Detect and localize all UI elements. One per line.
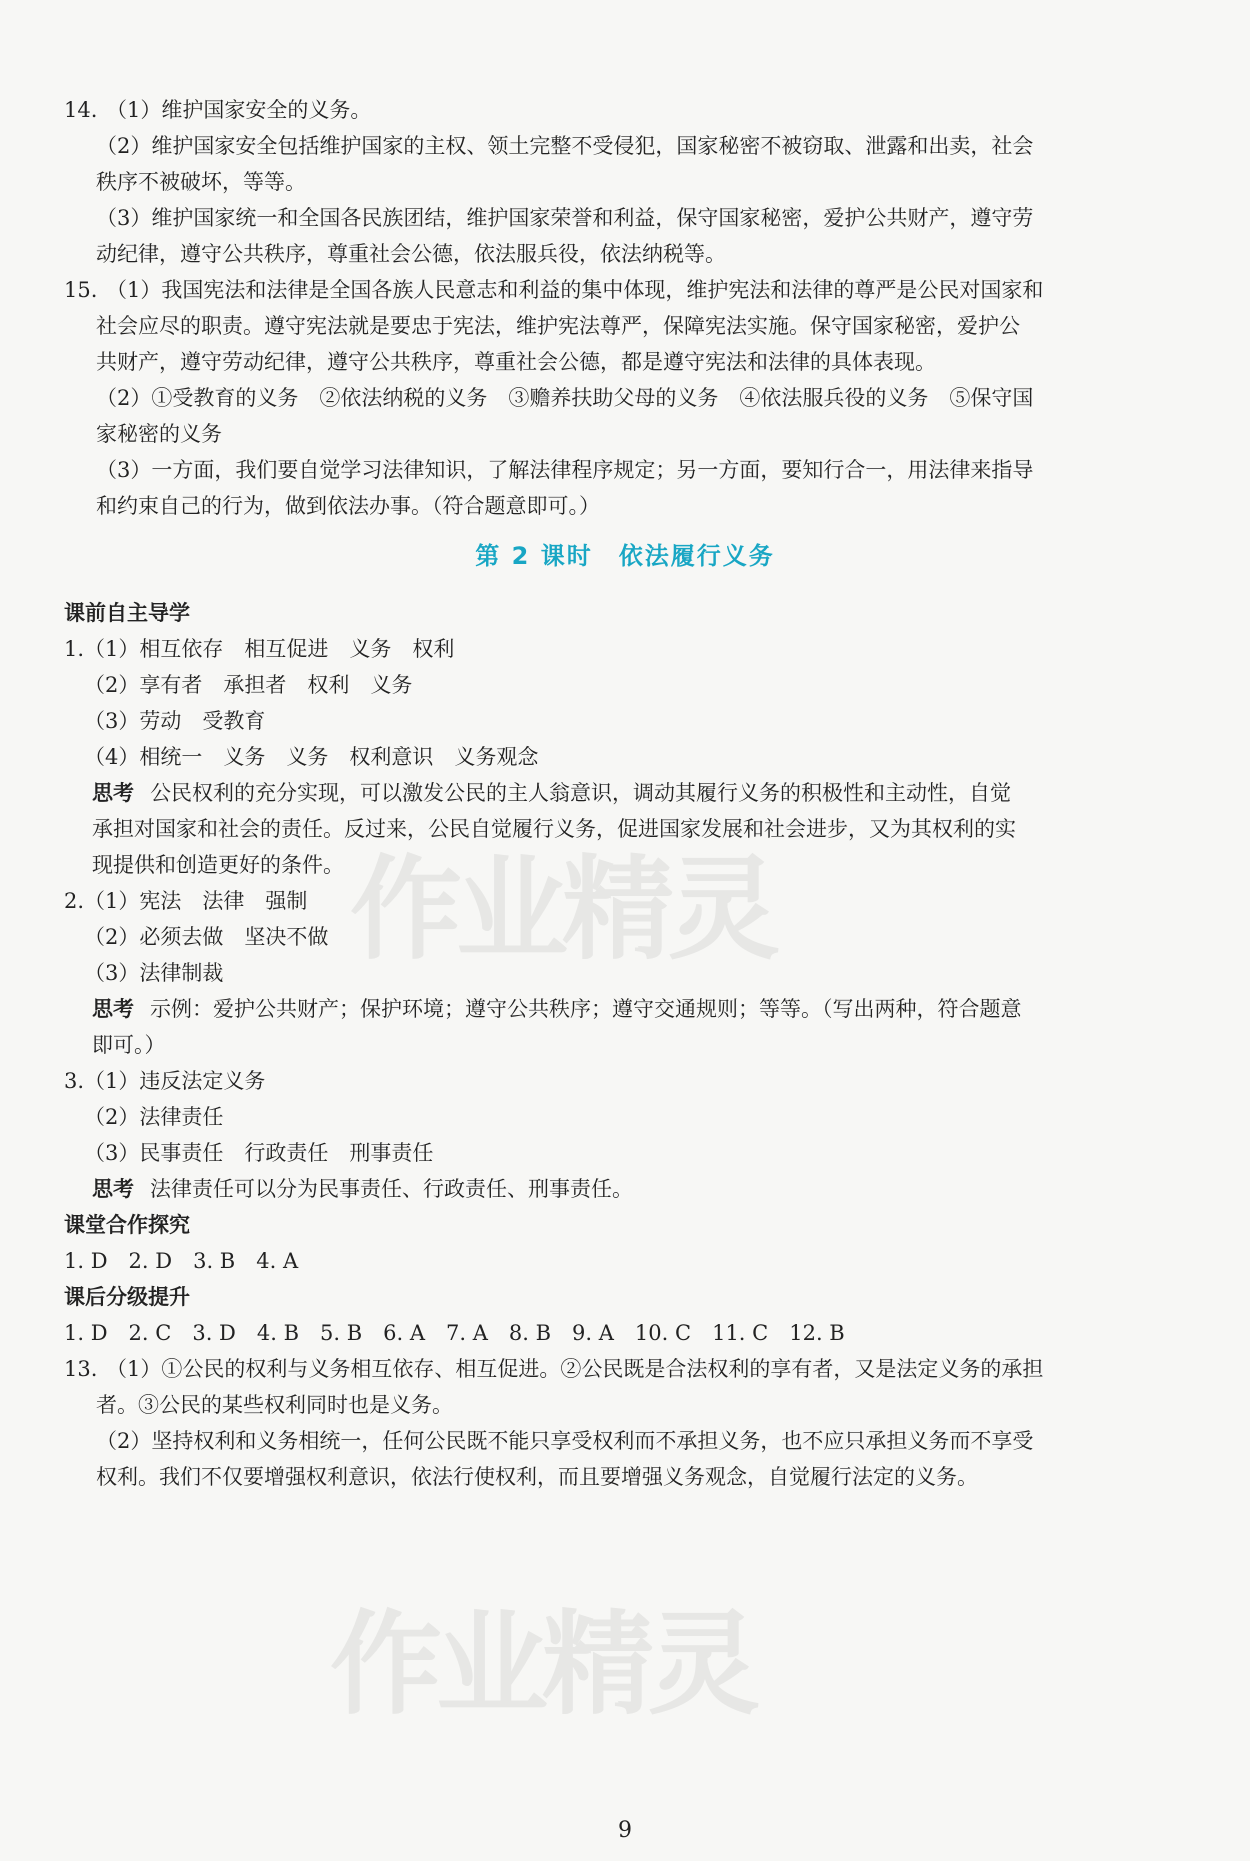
think-label: 思考 bbox=[92, 1177, 134, 1201]
watermark-upper: 作业精灵 bbox=[350, 845, 774, 975]
q15-text: （2）①受教育的义务 ②依法纳税的义务 ③赡养扶助父母的义务 ④依法服兵役的义务 ⑤保守国 bbox=[96, 386, 1034, 410]
section-heading-text: 课堂合作探究 bbox=[64, 1213, 190, 1237]
s1-q1-number: 1. bbox=[64, 637, 85, 661]
q14-text: （2）维护国家安全包括维护国家的主权、领土完整不受侵犯，国家秘密不被窃取、泄露和出卖，社会 bbox=[96, 134, 1034, 158]
s3-q13-number: 13. bbox=[64, 1357, 98, 1381]
s3-q13-text: 者。③公民的某些权利同时也是义务。 bbox=[96, 1393, 453, 1417]
q14-text: 动纪律，遵守公共秩序，尊重社会公德，依法服兵役，依法纳税等。 bbox=[96, 242, 726, 266]
s1-q2-text: （2）必须去做 坚决不做 bbox=[84, 925, 329, 949]
s1-q1-text: （4）相统一 义务 义务 权利意识 义务观念 bbox=[84, 745, 539, 769]
q15-text: （3）一方面，我们要自觉学习法律知识，了解法律程序规定；另一方面，要知行合一，用法律来指导 bbox=[96, 458, 1034, 482]
s1-q2-text: （1）宪法 法律 强制 bbox=[84, 889, 308, 913]
q15-text: 共财产，遵守劳动纪律，遵守公共秩序，尊重社会公德，都是遵守宪法和法律的具体表现。 bbox=[96, 350, 936, 374]
think-text: 承担对国家和社会的责任。反过来，公民自觉履行义务，促进国家发展和社会进步，又为其权利的实 bbox=[92, 817, 1016, 841]
s1-q3-text: （3）民事责任 行政责任 刑事责任 bbox=[84, 1141, 434, 1165]
section-heading-text: 课后分级提升 bbox=[64, 1285, 190, 1309]
s3-q13-text: 权利。我们不仅要增强权利意识，依法行使权利，而且要增强义务观念，自觉履行法定的义务。 bbox=[96, 1465, 978, 1489]
s1-q3-number: 3. bbox=[64, 1069, 85, 1093]
q14-text: （1）维护国家安全的义务。 bbox=[106, 98, 372, 122]
answer-list: 1. D 2. D 3. B 4. A bbox=[64, 1249, 299, 1273]
watermark-lower: 作业精灵 bbox=[330, 1600, 754, 1730]
s1-q1-text: （3）劳动 受教育 bbox=[84, 709, 266, 733]
think-text: 法律责任可以分为民事责任、行政责任、刑事责任。 bbox=[150, 1177, 633, 1201]
lesson-title: 第 2 课时 依法履行义务 bbox=[475, 542, 775, 570]
s1-q2-text: （3）法律制裁 bbox=[84, 961, 224, 985]
section-heading-text: 课前自主导学 bbox=[64, 601, 190, 625]
think-label: 思考 bbox=[92, 997, 134, 1021]
q14-number: 14. bbox=[64, 98, 98, 122]
s1-q2-number: 2. bbox=[64, 889, 85, 913]
think-text: 示例：爱护公共财产；保护环境；遵守公共秩序；遵守交通规则；等等。（写出两种，符合题意 bbox=[150, 997, 1022, 1021]
s1-q1-text: （2）享有者 承担者 权利 义务 bbox=[84, 673, 413, 697]
q15-text: 社会应尽的职责。遵守宪法就是要忠于宪法，维护宪法尊严，保障宪法实施。保守国家秘密，爱护公 bbox=[96, 314, 1020, 338]
page-number: 9 bbox=[618, 1818, 632, 1843]
s1-q3-text: （1）违反法定义务 bbox=[84, 1069, 266, 1093]
q14-text: （3）维护国家统一和全国各民族团结，维护国家荣誉和利益，保守国家秘密，爱护公共财产，遵守劳 bbox=[96, 206, 1034, 230]
q14-text: 秩序不被破坏，等等。 bbox=[96, 170, 306, 194]
q15-text: （1）我国宪法和法律是全国各族人民意志和利益的集中体现，维护宪法和法律的尊严是公民对国家和 bbox=[106, 278, 1044, 302]
think-label: 思考 bbox=[92, 781, 134, 805]
q15-number: 15. bbox=[64, 278, 98, 302]
s1-q1-text: （1）相互依存 相互促进 义务 权利 bbox=[84, 637, 455, 661]
think-text: 即可。） bbox=[92, 1033, 166, 1057]
answer-list: 1. D 2. C 3. D 4. B 5. B 6. A 7. A 8. B 9. A 10. C 11. C 12. B bbox=[64, 1321, 845, 1345]
s3-q13-text: （2）坚持权利和义务相统一，任何公民既不能只享受权利而不承担义务，也不应只承担义务而不享受 bbox=[96, 1429, 1034, 1453]
q15-text: 和约束自己的行为，做到依法办事。（符合题意即可。） bbox=[96, 494, 600, 518]
think-text: 现提供和创造更好的条件。 bbox=[92, 853, 344, 877]
s3-q13-text: （1）①公民的权利与义务相互依存、相互促进。②公民既是合法权利的享有者，又是法定义务的承担 bbox=[106, 1357, 1044, 1381]
s1-q3-text: （2）法律责任 bbox=[84, 1105, 224, 1129]
think-text: 公民权利的充分实现，可以激发公民的主人翁意识，调动其履行义务的积极性和主动性，自觉 bbox=[150, 781, 1011, 805]
q15-text: 家秘密的义务 bbox=[96, 422, 222, 446]
